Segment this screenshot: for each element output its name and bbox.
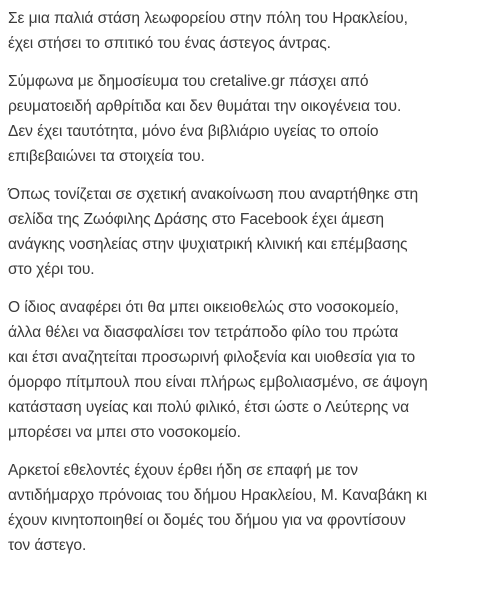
text-line: τον άστεγο. xyxy=(8,537,87,554)
text-line: επιβεβαιώνει τα στοιχεία του. xyxy=(8,148,205,165)
text-line: μπορέσει να μπει στο νοσοκομείο. xyxy=(8,424,241,441)
text-line: και έτσι αναζητείται προσωρινή φιλοξενία και υιοθεσία για το xyxy=(8,349,416,366)
text-line: κατάσταση υγείας και πολύ φιλικό, έτσι ώστε ο Λεύτερης να xyxy=(8,399,409,416)
text-line: Σύμφωνα με δημοσίευμα του cretalive.gr πάσχει από xyxy=(8,73,369,90)
text-line: Σε μια παλιά στάση λεωφορείου στην πόλη του Ηρακλείου, xyxy=(8,10,408,27)
text-line: ρευματοειδή αρθρίτιδα και δεν θυμάται την οικογένεια του. xyxy=(8,98,402,115)
text-line: άλλα θέλει να διασφαλίσει τον τετράποδο φίλο του πρώτα xyxy=(8,324,399,341)
text-line: Όπως τονίζεται σε σχετική ανακοίνωση που αναρτήθηκε στη xyxy=(8,186,419,203)
text-line: Δεν έχει ταυτότητα, μόνο ένα βιβλιάριο υγείας το οποίο xyxy=(8,123,379,140)
paragraph-5 xyxy=(8,458,495,558)
text-line: Ο ίδιος αναφέρει ότι θα μπει οικειοθελώς στο νοσοκομείο, xyxy=(8,299,399,316)
text-line: έχει στήσει το σπιτικό του ένας άστεγος άντρας. xyxy=(8,35,331,52)
text-line: ανάγκης νοσηλείας στην ψυχιατρική κλινική και επέμβασης xyxy=(8,236,408,253)
text-line: Αρκετοί εθελοντές έχουν έρθει ήδη σε επαφή με τον xyxy=(8,462,358,479)
paragraph-1 xyxy=(8,6,495,56)
text-line: έχουν κινητοποιηθεί οι δομές του δήμου για να φροντίσουν xyxy=(8,512,406,529)
paragraph-2 xyxy=(8,69,495,169)
text-line: σελίδα της Ζωόφιλης Δράσης στο Facebook έχει άμεση xyxy=(8,211,384,228)
paragraph-3 xyxy=(8,182,495,282)
text-line: όμορφο πίτμπουλ που είναι πλήρως εμβολιασμένο, σε άψογη xyxy=(8,374,428,391)
paragraph-4 xyxy=(8,295,495,445)
text-line: στο χέρι του. xyxy=(8,261,95,278)
text-line: αντιδήμαρχο πρόνοιας του δήμου Ηρακλείου, Μ. Καναβάκη κι xyxy=(8,487,428,504)
